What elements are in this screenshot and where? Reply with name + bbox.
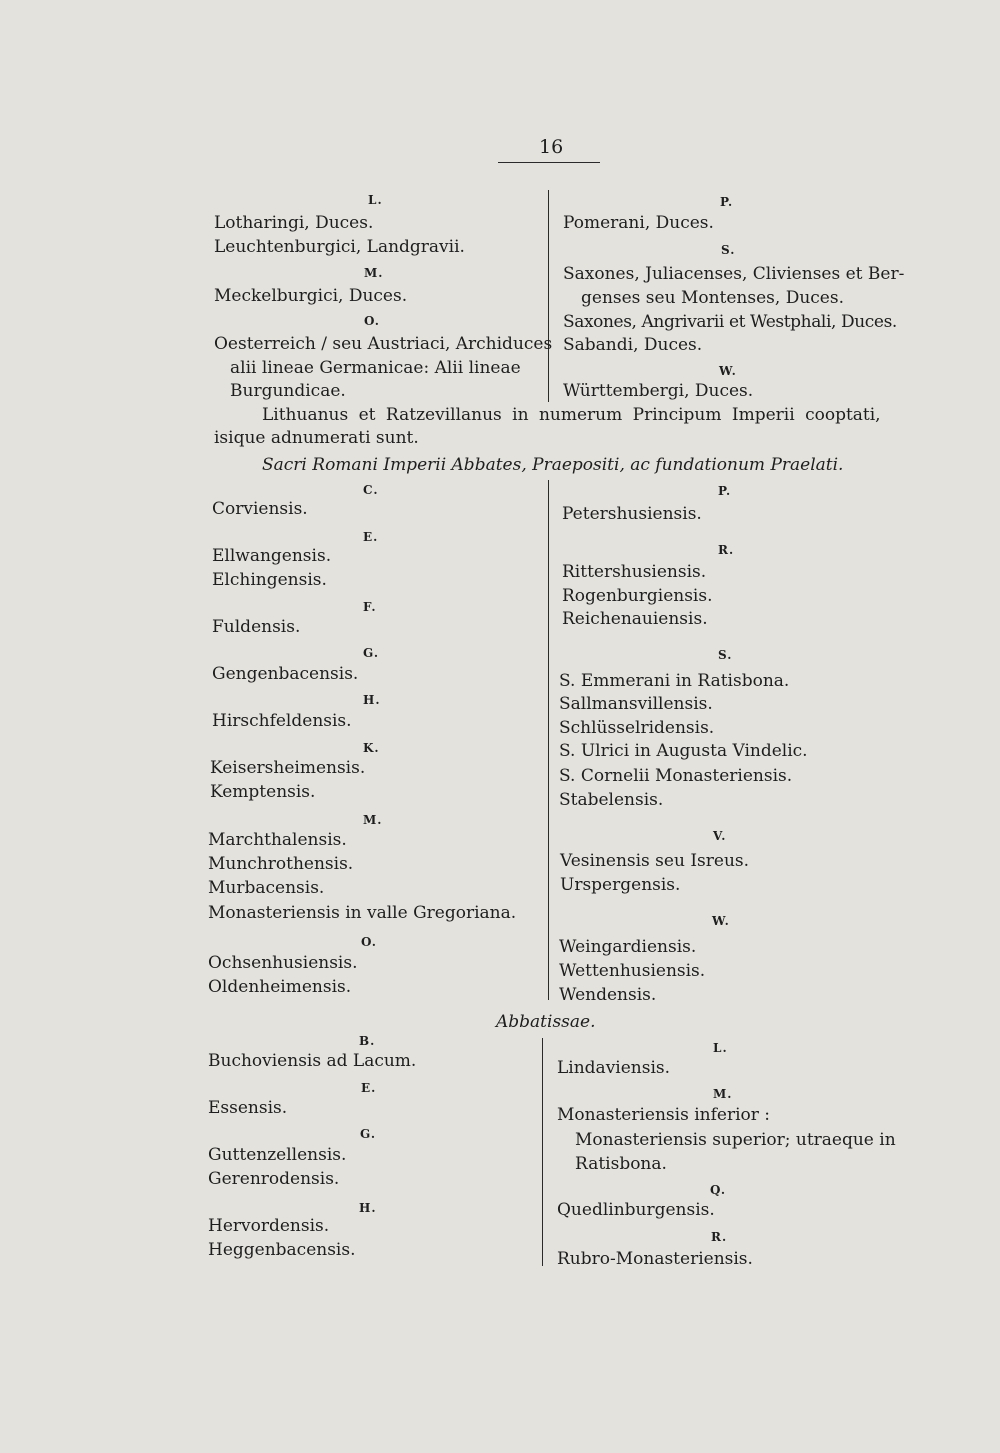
entry-text: Rittershusiensis. <box>562 562 707 582</box>
entry-text: Wendensis. <box>559 985 657 1005</box>
letter-heading-e: E. <box>363 530 379 544</box>
entry-text: Petershusiensis. <box>562 504 702 524</box>
entry-text: S. Cornelii Monasteriensis. <box>559 766 793 786</box>
entry-text: S. Ulrici in Augusta Vindelic. <box>559 741 808 761</box>
entry-text: Saxones, Angrivarii et Westphali, Duces. <box>563 312 897 332</box>
column-divider <box>542 1038 543 1266</box>
entry-text: Monasteriensis in valle Gregoriana. <box>208 903 517 923</box>
entry-text: Ochsenhusiensis. <box>208 953 358 973</box>
entry-text: genses seu Montenses, Duces. <box>581 288 844 308</box>
letter-heading-k: K. <box>363 741 380 755</box>
entry-text: Rogenburgiensis. <box>562 586 713 606</box>
entry-text: Guttenzellensis. <box>208 1145 347 1165</box>
entry-text: Stabelensis. <box>559 790 664 810</box>
entry-text: Quedlinburgensis. <box>557 1200 715 1220</box>
entry-text: Hervordensis. <box>208 1216 330 1236</box>
entry-text: Essensis. <box>208 1098 288 1118</box>
entry-text: S. Emmerani in Ratisbona. <box>559 671 790 691</box>
letter-heading-l: L. <box>368 193 383 207</box>
entry-text: Hirschfeldensis. <box>212 711 352 731</box>
entry-text: Heggenbacensis. <box>208 1240 356 1260</box>
section-heading: Sacri Romani Imperii Abbates, Praepositi, ac fundationum Praelati. <box>262 455 844 475</box>
letter-heading-f: F. <box>363 600 377 614</box>
letter-heading-c: C. <box>363 483 379 497</box>
entry-text: Vesinensis seu Isreus. <box>560 851 750 871</box>
letter-heading-r: R. <box>711 1230 728 1244</box>
entry-text: Gengenbacensis. <box>212 664 359 684</box>
letter-heading-m: M. <box>713 1087 733 1101</box>
entry-text: Wettenhusiensis. <box>559 961 706 981</box>
entry-text: Lotharingi, Duces. <box>214 213 374 233</box>
letter-heading-g: G. <box>360 1127 376 1141</box>
entry-text: Elchingensis. <box>212 570 327 590</box>
entry-text: Gerenrodensis. <box>208 1169 340 1189</box>
entry-text: Meckelburgici, Duces. <box>214 286 408 306</box>
letter-heading-e: E. <box>361 1081 377 1095</box>
entry-text: Saxones, Juliacenses, Clivienses et Ber- <box>563 264 905 284</box>
entry-text: alii lineae Germanicae: Alii lineae <box>230 358 521 378</box>
letter-heading-l: L. <box>713 1041 728 1055</box>
entry-text: Ellwangensis. <box>212 546 332 566</box>
entry-text: Rubro-Monasteriensis. <box>557 1249 753 1269</box>
entry-text: Sallmansvillensis. <box>559 694 713 714</box>
entry-text: Württembergi, Duces. <box>563 381 754 401</box>
entry-text: Monasteriensis inferior : <box>557 1105 770 1125</box>
entry-text: Kemptensis. <box>210 782 316 802</box>
letter-heading-q: Q. <box>710 1183 727 1197</box>
entry-text: Monasteriensis superior; utraeque in <box>575 1130 896 1150</box>
entry-text: Weingardiensis. <box>559 937 697 957</box>
letter-heading-o: O. <box>364 314 380 328</box>
letter-heading-h: H. <box>359 1201 377 1215</box>
letter-heading-p: P. <box>720 195 734 209</box>
entry-text: Corviensis. <box>212 499 308 519</box>
entry-text: Oldenheimensis. <box>208 977 352 997</box>
page-number-rule <box>498 162 600 163</box>
entry-text: Keisersheimensis. <box>210 758 366 778</box>
letter-heading-w: W. <box>719 364 737 378</box>
note-text: isique adnumerati sunt. <box>214 428 419 448</box>
entry-text: Schlüsselridensis. <box>559 718 715 738</box>
note-text: Lithuanus et Ratzevillanus in numerum Principum Imperii cooptati, <box>262 405 881 425</box>
column-divider <box>548 480 549 1000</box>
entry-text: Urspergensis. <box>560 875 681 895</box>
entry-text: Fuldensis. <box>212 617 301 637</box>
entry-text: Marchthalensis. <box>208 830 347 850</box>
letter-heading-m: M. <box>364 266 384 280</box>
column-divider <box>548 190 549 402</box>
entry-text: Burgundicae. <box>230 381 346 401</box>
letter-heading-v: V. <box>713 829 727 843</box>
entry-text: Pomerani, Duces. <box>563 213 714 233</box>
letter-heading-s: S. <box>718 648 733 662</box>
letter-heading-h: H. <box>363 693 381 707</box>
entry-text: Murbacensis. <box>208 878 325 898</box>
letter-heading-r: R. <box>718 543 735 557</box>
entry-text: Oesterreich / seu Austriaci, Archiduces <box>214 334 553 354</box>
section-heading: Abbatissae. <box>496 1012 596 1032</box>
entry-text: Sabandi, Duces. <box>563 335 703 355</box>
letter-heading-s: S. <box>721 243 736 257</box>
entry-text: Buchoviensis ad Lacum. <box>208 1051 417 1071</box>
letter-heading-w: W. <box>712 914 730 928</box>
entry-text: Reichenauiensis. <box>562 609 708 629</box>
entry-text: Lindaviensis. <box>557 1058 671 1078</box>
letter-heading-o: O. <box>361 935 377 949</box>
letter-heading-p: P. <box>718 484 732 498</box>
page-number: 16 <box>539 136 564 158</box>
letter-heading-b: B. <box>359 1034 376 1048</box>
letter-heading-m: M. <box>363 813 383 827</box>
letter-heading-g: G. <box>363 646 379 660</box>
entry-text: Munchrothensis. <box>208 854 354 874</box>
entry-text: Ratisbona. <box>575 1154 667 1174</box>
entry-text: Leuchtenburgici, Landgravii. <box>214 237 465 257</box>
